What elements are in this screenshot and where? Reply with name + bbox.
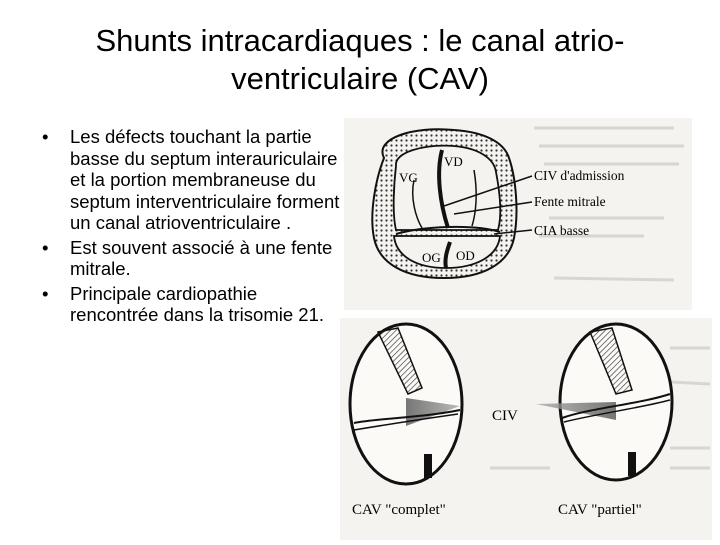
label-fente-mitrale: Fente mitrale: [534, 194, 606, 209]
heart-diagram-figure: [344, 118, 692, 310]
label-cav-partiel: CAV "partiel": [558, 502, 642, 518]
label-cia-basse: CIA basse: [534, 223, 590, 238]
bullet-item: [42, 126, 342, 234]
bullet-item: [42, 283, 342, 326]
cav-comparison-figure: [340, 318, 712, 540]
label-cav-complet: CAV "complet": [352, 502, 446, 518]
label-og: OG: [422, 250, 441, 265]
cav-comparison-svg: [340, 318, 712, 540]
label-civ: CIV: [492, 408, 518, 424]
atrial-septum-partial: [628, 452, 636, 476]
bullet-item: [42, 237, 342, 280]
bullet-marker: •: [42, 282, 49, 304]
label-vd: VD: [444, 154, 463, 169]
heart-diagram-svg: [344, 118, 692, 310]
bullet-text: Est souvent associé à une fente mitrale.: [70, 236, 333, 279]
bullet-list: [42, 126, 342, 329]
atrial-septum-complete: [424, 454, 432, 478]
bullet-text: Les défects touchant la partie basse du septum interauriculaire et la portion membraneuse du septum interventriculaire forment un canal atrioventriculaire .: [70, 126, 340, 233]
label-vg: VG: [399, 170, 418, 185]
bullet-marker: •: [42, 236, 49, 258]
bullet-marker: •: [42, 126, 49, 147]
label-od: OD: [456, 248, 475, 263]
bullet-text: Principale cardiopathie rencontrée dans la trisomie 21.: [70, 282, 324, 325]
label-civ-admission: CIV d'admission: [534, 168, 625, 183]
slide-title: Shunts intracardiaques : le canal atrio-ventriculaire (CAV): [95, 23, 625, 96]
